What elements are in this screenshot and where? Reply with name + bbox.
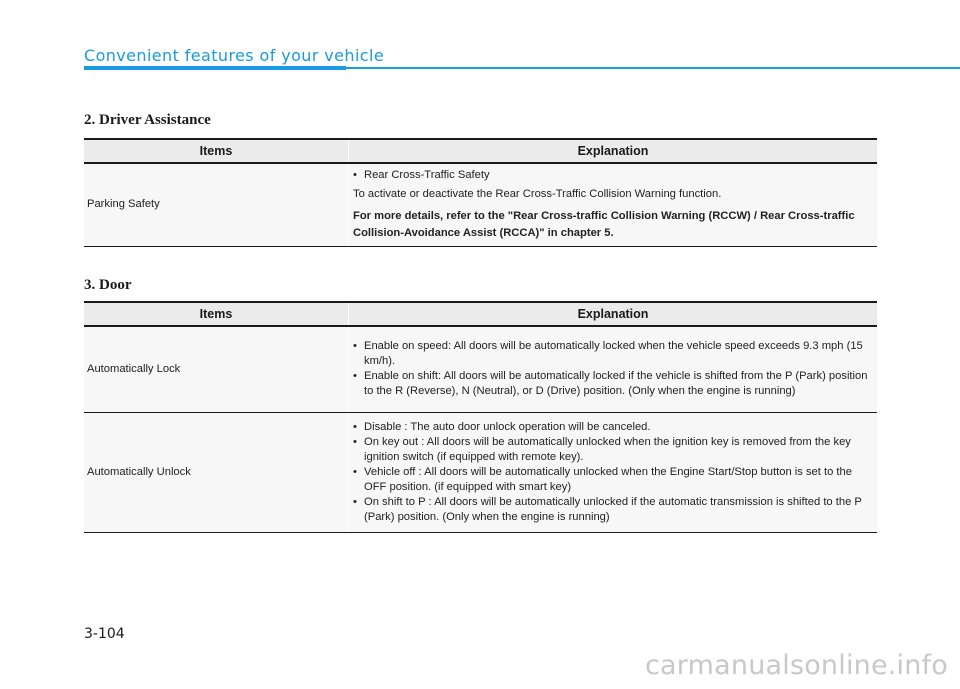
header-title: Convenient features of your vehicle (84, 46, 385, 65)
bullet-item: • On shift to P : All doors will be automatically unlocked if the automatic transmission is shifted to the P (Park) position. (Only when the engine is running) (353, 495, 877, 525)
item-cell: Parking Safety (84, 163, 349, 246)
explanation-cell (349, 163, 878, 246)
bullet-item: • Vehicle off : All doors will be automatically unlocked when the Engine Start/Stop button is set to the OFF position. (if equipped with smart key) (353, 465, 877, 495)
page-number: 3-104 (84, 626, 125, 642)
reference-note: For more details, refer to the "Rear Cross-traffic Collision Warning (RCCW) / Rear Cross-traffic Collision-Avoidance Assist (RCCA)" in chapter 5. (353, 209, 855, 239)
driver-assistance-table (84, 138, 877, 247)
bullet-item: • Rear Cross-Traffic Safety (353, 168, 877, 183)
header-accent-bar (84, 66, 346, 70)
bullet-item: • Enable on speed: All doors will be automatically locked when the vehicle speed exceeds 9.3 mph (15 km/h). (353, 339, 877, 369)
column-header-explanation: Explanation (349, 302, 878, 326)
table-row (84, 326, 877, 412)
bullet-item: • Enable on shift: All doors will be automatically locked if the vehicle is shifted from the P (Park) position to the R (Reverse), N (Neutral), or D (Drive) position. (Only when the engine is running) (353, 369, 877, 399)
watermark: carmanualsonline.info (645, 650, 948, 681)
table-row (84, 412, 877, 532)
column-header-items: Items (84, 302, 349, 326)
explanation-cell (349, 412, 878, 532)
section-title-door: 3. Door (84, 277, 132, 293)
table-header-row (84, 302, 877, 326)
section-title-driver-assistance: 2. Driver Assistance (84, 112, 211, 128)
item-cell: Automatically Lock (84, 326, 349, 412)
item-cell: Automatically Unlock (84, 412, 349, 532)
bullet-item: • Disable : The auto door unlock operation will be canceled. (353, 420, 877, 435)
bullet-item: • On key out : All doors will be automatically unlocked when the ignition key is removed from the key ignition switch (if equipped with remote key). (353, 435, 877, 465)
explanation-text: To activate or deactivate the Rear Cross-Traffic Collision Warning function. (353, 187, 722, 200)
table-header-row (84, 139, 877, 163)
page-header (84, 46, 960, 74)
table-row (84, 163, 877, 246)
door-table (84, 301, 877, 533)
explanation-cell (349, 326, 878, 412)
header-rule (346, 67, 960, 69)
column-header-explanation: Explanation (349, 139, 878, 163)
column-header-items: Items (84, 139, 349, 163)
